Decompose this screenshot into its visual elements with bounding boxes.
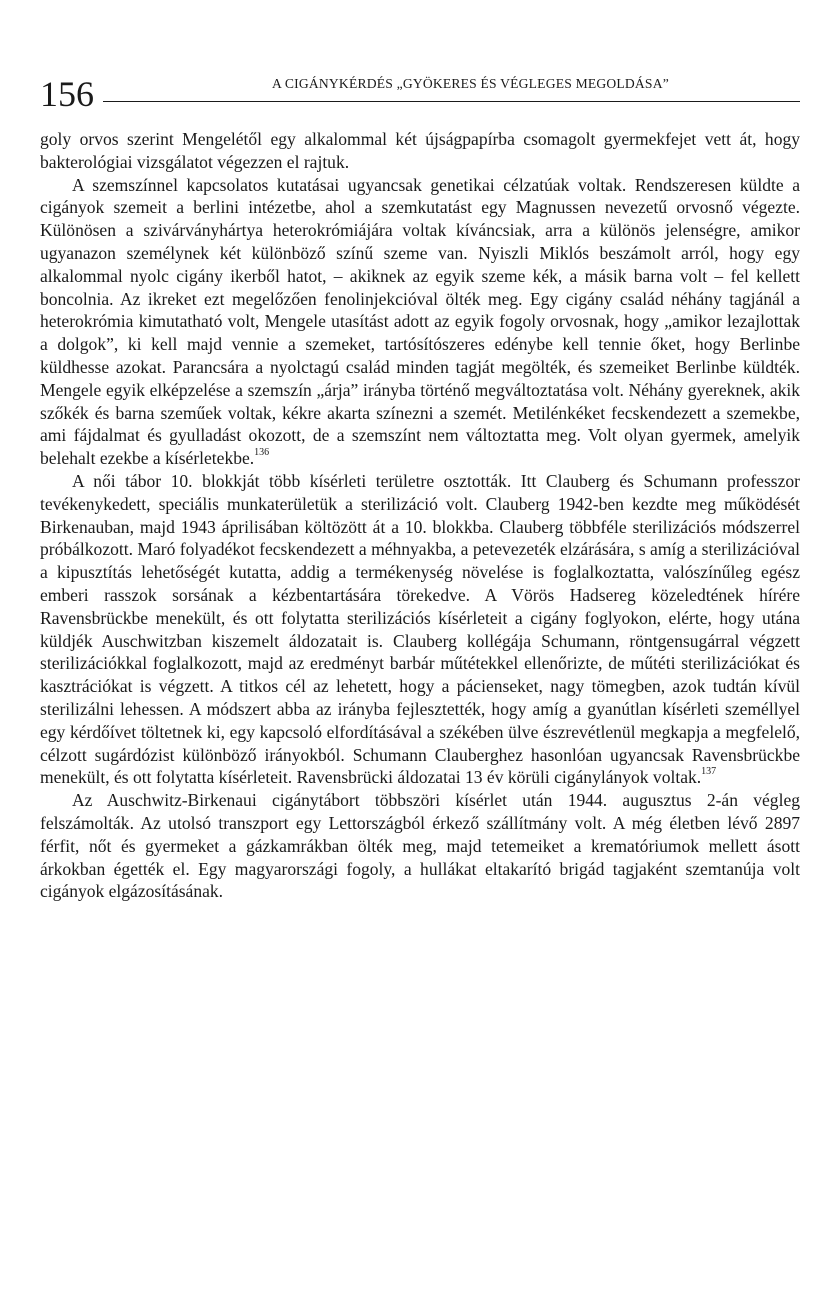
footnote-ref-136: 136 [254, 447, 270, 459]
paragraph-2 [40, 174, 800, 470]
footnote-ref-137: 137 [701, 766, 717, 778]
paragraph-3-text: A női tábor 10. blokkját több kísérleti területre osztották. Itt Clauberg és Schumann professzor tevékenykedett, speciális munkaterületük a sterilizáció volt. Clauberg 1942-ben kezdte meg működését Birkenauban, majd 1943 áprilisában költözött át a 10. blokkba. Clauberg többféle sterilizációs módszerrel próbálkozott. Maró folyadékot fecskendezett a méhnyakba, a petevezeték elzárására, s amíg a sterilizációval a kipusztítás lehetőségét kutatta, addig a termékenység növelése is foglalkoztatta, valószínűleg egész emberi rasszok sorsának a kézbentartására törekedve. A Vörös Hadsereg közeledtének hírére Ravensbrückbe menekült, és ott folytatta sterilizációs kísérleteit a cigány foglyokon, elérte, hogy utána küldjék Auschwitzban kiszemelt áldozatait is. Clauberg kollégája Schumann, röntgensugárral végzett sterilizációkkal foglalkozott, majd az eredményt barbár műtétekkel ellenőrizte, de műtéti sterilizációkat és kasztrációkat is végzett. A titkos cél az lehetett, hogy a pácienseket, nagy tömegben, azok tudtán kívül sterilizálni lehessen. A módszert abba az irányba fejlesztették, hogy amíg a gyanútlan kísérleti személlyel egy kérdőívet töltetnek ki, egy kapcsoló elfordításával a székében ülve észrevétlenül megkapja a megfelelő, célzott sugárdózist különböző irányokból. Schumann Clauberghez hasonlóan ugyancsak Ravensbrückbe menekült, és ott folytatta kísérleteit. Ravensbrücki áldozatai 13 év körüli cigánylányok voltak. [40, 470, 800, 788]
paragraph-1 [40, 128, 800, 174]
paragraph-3 [40, 470, 800, 789]
body-text [40, 128, 800, 903]
paragraph-1-text: goly orvos szerint Mengelétől egy alkalommal két újságpapírba csomagolt gyermekfejet vett át, hogy bakterológiai vizsgálatot végezzen el rajtuk. [40, 129, 800, 172]
paragraph-4 [40, 789, 800, 903]
paragraph-4-text: Az Auschwitz-Birkenaui cigánytábort többszöri kísérlet után 1944. augusztus 2-án végleg felszámolták. Az utolsó transzport egy Lettországból érkező szállítmány volt. A még életben lévő 2897 férfit, nőt és gyermeket a gázkamrákban ölték meg, majd tetemeiket a krematóriumok mellett ásott árkokban égették el. Egy magyarországi fogoly, a hullákat eltakarító brigád tagjaként szemtanúja volt cigányok elgázosításának. [40, 790, 800, 902]
page-number: 156 [40, 74, 94, 114]
paragraph-2-text: A szemszínnel kapcsolatos kutatásai ugyancsak genetikai célzatúak voltak. Rendszeresen küldte a cigányok szemeit a berlini intézetbe, ahol a szemkutatást egy Magnussen nevezetű orvosnő végezte. Különösen a szivárványhártya heterokrómiájára voltak kíváncsiak, arra a különös jelenségre, amikor ugyanazon személynek két különböző színű szeme van. Nyiszli Miklós beszámolt arról, hogy egy alkalommal nyolc cigány ikerből hatot, – akiknek az egyik szeme kék, a másik barna volt – fel kellett boncolnia. Az ikreket ezt megelőzően fenolinjekcióval ölték meg. Egy cigány család néhány tagjánál a heterokrómia kimutatható volt, Mengele utasítást adott az egyik fogoly orvosnak, hogy „amikor lezajlottak a dolgok”, ki kell majd vennie a szemeket, tartósítószeres edénybe kell tennie őket, hogy Berlinbe küldhesse azokat. Parancsára a nyolctagú család minden tagját megölték, és szemeiket Berlinbe küldték. Mengele egyik elképzelése a szemszín „árja” irányba történő megváltoztatása volt. Néhány gyereknek, akik szőkék és barna szeműek voltak, kékre akarta színezni a szemét. Metilénkéket fecskendezett a szemekbe, ami fájdalmat és gyulladást okozott, de a szemszínt nem változtatta meg. Volt olyan gyermek, amelyik belehalt ezekbe a kísérletekbe. [40, 174, 800, 469]
header-rule [103, 101, 800, 102]
running-title: A CIGÁNYKÉRDÉS „GYÖKERES ÉS VÉGLEGES MEGOLDÁSA” [272, 76, 669, 91]
